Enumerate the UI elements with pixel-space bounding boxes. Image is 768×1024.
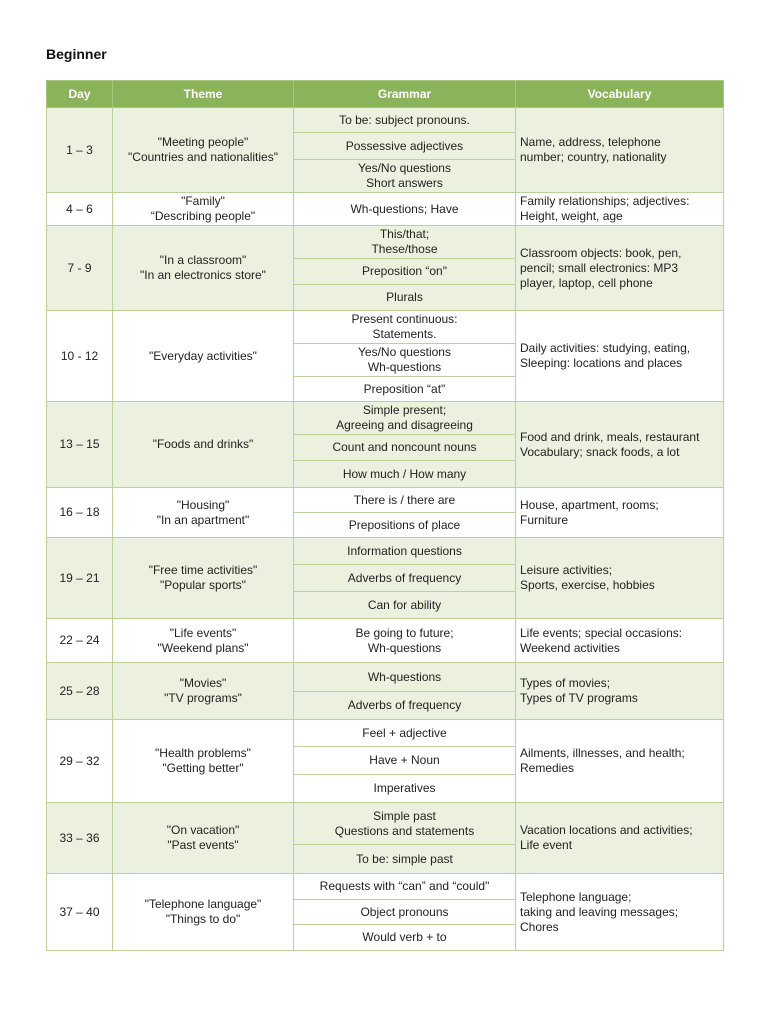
theme-cell: "Everyday activities" — [113, 311, 294, 402]
grammar-cell: Object pronouns — [294, 900, 516, 925]
grammar-cell: Feel + adjective — [294, 720, 516, 747]
theme-cell: "Life events" "Weekend plans" — [113, 619, 294, 663]
vocabulary-cell: Name, address, telephone number; country, nationality — [516, 108, 724, 193]
grammar-cell: Yes/No questions Wh-questions — [294, 344, 516, 377]
day-cell: 10 - 12 — [47, 311, 113, 402]
grammar-cell: Adverbs of frequency — [294, 692, 516, 720]
day-cell: 16 – 18 — [47, 488, 113, 538]
table-row — [47, 803, 724, 845]
table-row — [47, 193, 724, 226]
vocabulary-cell: Telephone language; taking and leaving messages; Chores — [516, 874, 724, 951]
theme-cell: "Housing" "In an apartment" — [113, 488, 294, 538]
grammar-cell: Simple present; Agreeing and disagreeing — [294, 402, 516, 435]
vocabulary-cell: Types of movies; Types of TV programs — [516, 663, 724, 720]
day-cell: 33 – 36 — [47, 803, 113, 874]
vocabulary-cell: Classroom objects: book, pen, pencil; small electronics: MP3 player, laptop, cell phone — [516, 226, 724, 311]
day-cell: 7 - 9 — [47, 226, 113, 311]
grammar-cell: Have + Noun — [294, 747, 516, 775]
grammar-cell: Count and noncount nouns — [294, 435, 516, 461]
grammar-cell: To be: subject pronouns. — [294, 108, 516, 133]
grammar-cell: How much / How many — [294, 461, 516, 488]
day-cell: 13 – 15 — [47, 402, 113, 488]
table-row — [47, 874, 724, 900]
day-cell: 25 – 28 — [47, 663, 113, 720]
grammar-cell: Simple past Questions and statements — [294, 803, 516, 845]
table-row — [47, 619, 724, 663]
grammar-cell: Wh-questions — [294, 663, 516, 692]
grammar-cell: Preposition “on" — [294, 259, 516, 285]
day-cell: 29 – 32 — [47, 720, 113, 803]
grammar-cell: Plurals — [294, 285, 516, 311]
grammar-cell: To be: simple past — [294, 845, 516, 874]
grammar-cell: Would verb + to — [294, 925, 516, 951]
grammar-cell: Information questions — [294, 538, 516, 565]
grammar-cell: Adverbs of frequency — [294, 565, 516, 592]
vocabulary-cell: Vacation locations and activities; Life event — [516, 803, 724, 874]
grammar-cell: Requests with “can” and “could" — [294, 874, 516, 900]
grammar-cell: Imperatives — [294, 775, 516, 803]
syllabus-table — [46, 80, 724, 951]
grammar-cell: There is / there are — [294, 488, 516, 513]
grammar-cell: Yes/No questions Short answers — [294, 160, 516, 193]
day-cell: 19 – 21 — [47, 538, 113, 619]
theme-cell: "Free time activities" "Popular sports" — [113, 538, 294, 619]
header-grammar: Grammar — [294, 81, 516, 108]
header-vocabulary: Vocabulary — [516, 81, 724, 108]
vocabulary-cell: Family relationships; adjectives: Height, weight, age — [516, 193, 724, 226]
grammar-cell: Prepositions of place — [294, 513, 516, 538]
day-cell: 22 – 24 — [47, 619, 113, 663]
theme-cell: "In a classroom" "In an electronics store" — [113, 226, 294, 311]
day-cell: 37 – 40 — [47, 874, 113, 951]
theme-cell: "Telephone language" "Things to do" — [113, 874, 294, 951]
theme-cell: "Family" “Describing people" — [113, 193, 294, 226]
syllabus-body — [47, 108, 724, 951]
table-row — [47, 226, 724, 259]
grammar-cell: Be going to future; Wh-questions — [294, 619, 516, 663]
theme-cell: "Meeting people" "Countries and nationalities" — [113, 108, 294, 193]
theme-cell: "Health problems" "Getting better" — [113, 720, 294, 803]
day-cell: 4 – 6 — [47, 193, 113, 226]
theme-cell: "Movies" "TV programs" — [113, 663, 294, 720]
grammar-cell: Preposition “at" — [294, 377, 516, 402]
day-cell: 1 – 3 — [47, 108, 113, 193]
grammar-cell: Possessive adjectives — [294, 133, 516, 160]
table-row — [47, 108, 724, 133]
page-title: Beginner — [46, 46, 107, 62]
table-row — [47, 538, 724, 565]
table-row — [47, 663, 724, 692]
vocabulary-cell: Ailments, illnesses, and health; Remedies — [516, 720, 724, 803]
grammar-cell: Wh-questions; Have — [294, 193, 516, 226]
vocabulary-cell: Life events; special occasions: Weekend activities — [516, 619, 724, 663]
header-theme: Theme — [113, 81, 294, 108]
vocabulary-cell: Daily activities: studying, eating, Sleeping: locations and places — [516, 311, 724, 402]
header-row — [47, 81, 724, 108]
vocabulary-cell: Leisure activities; Sports, exercise, hobbies — [516, 538, 724, 619]
theme-cell: "Foods and drinks" — [113, 402, 294, 488]
vocabulary-cell: House, apartment, rooms; Furniture — [516, 488, 724, 538]
table-row — [47, 720, 724, 747]
table-row — [47, 311, 724, 344]
grammar-cell: Can for ability — [294, 592, 516, 619]
theme-cell: "On vacation" "Past events" — [113, 803, 294, 874]
header-day: Day — [47, 81, 113, 108]
vocabulary-cell: Food and drink, meals, restaurant Vocabulary; snack foods, a lot — [516, 402, 724, 488]
table-row — [47, 402, 724, 435]
grammar-cell: This/that; These/those — [294, 226, 516, 259]
table-row — [47, 488, 724, 513]
grammar-cell: Present continuous: Statements. — [294, 311, 516, 344]
